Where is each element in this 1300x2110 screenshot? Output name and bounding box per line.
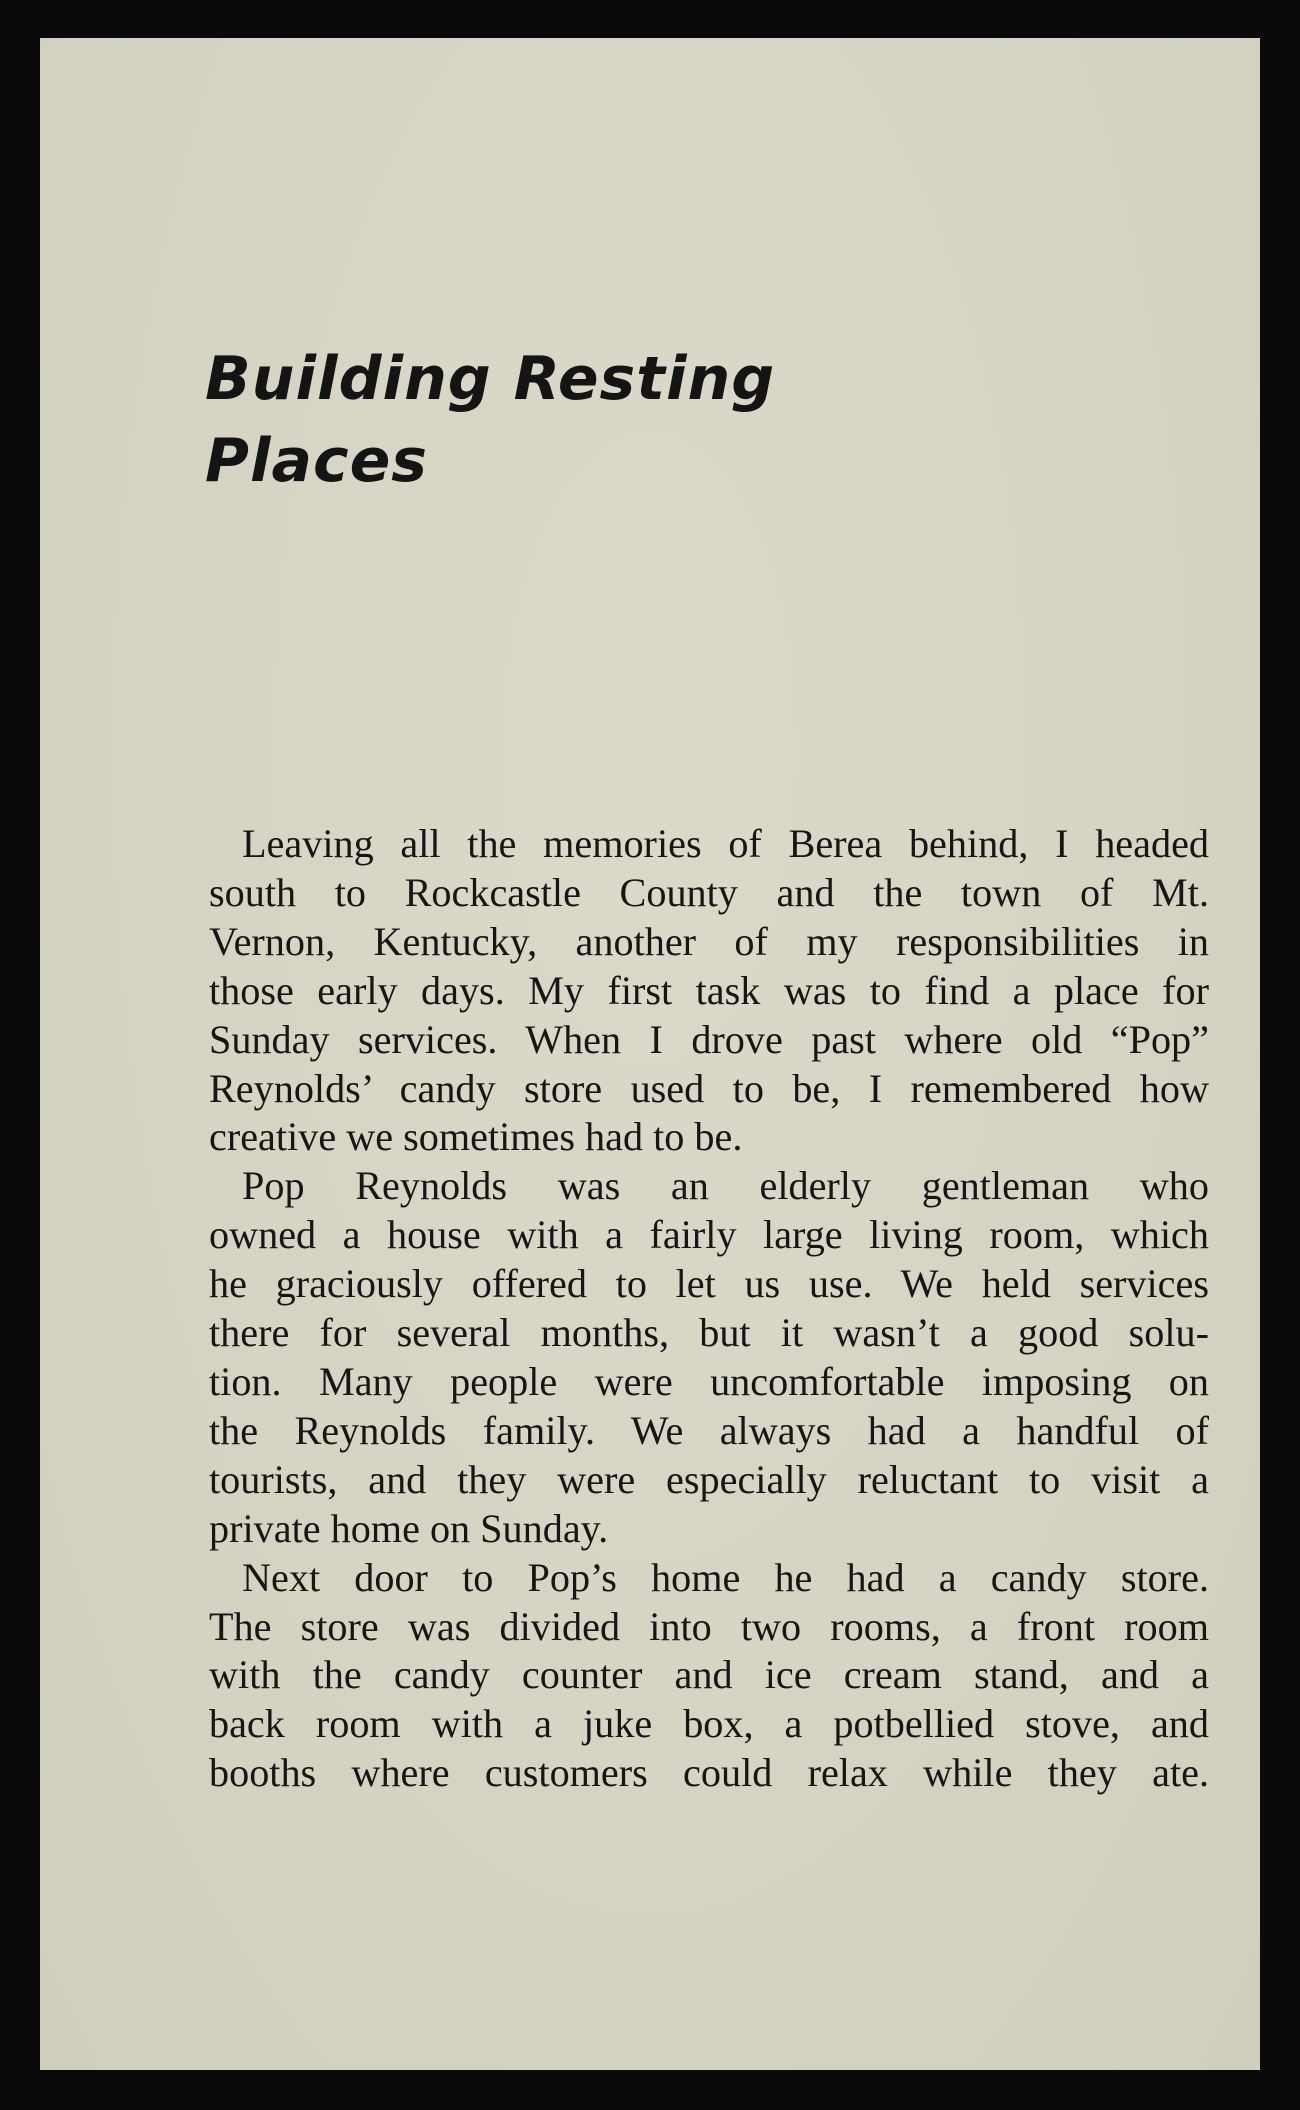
chapter-title (205, 338, 1105, 502)
text-line: south to Rockcastle County and the town of Mt. (209, 869, 1209, 915)
text-line: back room with a juke box, a potbellied stove, and (209, 1701, 1209, 1747)
text-line: booths where customers could relax while they ate. (209, 1750, 1209, 1796)
text-line: there for several months, but it wasn’t a good solu- (209, 1310, 1209, 1356)
text-line: he graciously offered to let us use. We held services (209, 1261, 1209, 1307)
text-line: the Reynolds family. We always had a handful of (209, 1407, 1209, 1453)
text-line: The store was divided into two rooms, a front room (209, 1603, 1209, 1649)
book-page (40, 38, 1260, 2070)
text-line: Leaving all the memories of Berea behind, I headed (242, 821, 1209, 866)
text-line: tourists, and they were especially reluctant to visit a (209, 1456, 1209, 1502)
text-line: Pop Reynolds was an elderly gentleman who (242, 1163, 1209, 1209)
text-line: creative we sometimes had to be. (209, 1114, 743, 1160)
text-line: Next door to Pop’s home he had a candy store. (242, 1554, 1209, 1600)
chapter-title-line-1: Building Resting (205, 344, 776, 414)
text-line: owned a house with a fairly large living room, which (209, 1212, 1209, 1258)
text-line: with the candy counter and ice cream stand, and a (209, 1652, 1209, 1698)
body-text (209, 820, 1209, 1798)
chapter-title-line-2: Places (205, 426, 429, 496)
text-line: those early days. My first task was to find a place for (209, 967, 1209, 1013)
text-line: Reynolds’ candy store used to be, I remembered how (209, 1065, 1209, 1111)
paragraph-1 (209, 820, 1209, 1162)
text-line: Vernon, Kentucky, another of my responsibilities in (209, 918, 1209, 964)
paragraph-2 (209, 1162, 1209, 1553)
text-line: Sunday services. When I drove past where old “Pop” (209, 1016, 1209, 1062)
paragraph-3 (209, 1554, 1209, 1799)
text-line: tion. Many people were uncomfortable imposing on (209, 1358, 1209, 1404)
text-line: private home on Sunday. (209, 1505, 609, 1551)
